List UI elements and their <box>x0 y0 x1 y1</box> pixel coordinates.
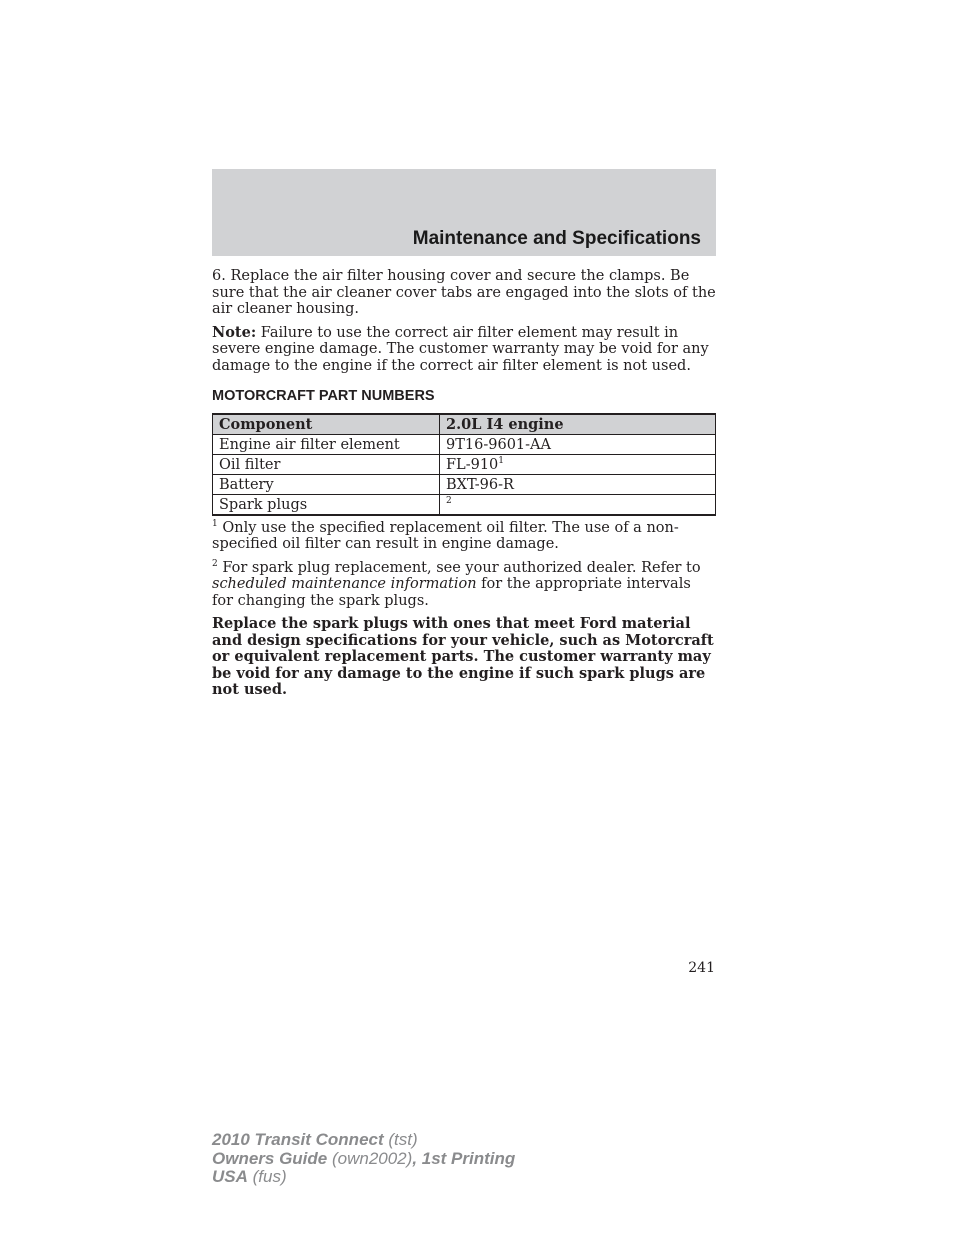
footnote-1: $^1$ Only use the specified replacement oil filter. The use of a non-specified oil filter can result in engine damage. <box>212 518 679 552</box>
footer-line-2: Owners Guide (own2002), 1st Printing <box>212 1148 516 1168</box>
section-header-band <box>212 169 716 256</box>
component-cell: Spark plugs <box>213 494 440 515</box>
note-label: Note: <box>212 323 257 341</box>
footnote-ref: 2 <box>446 495 452 506</box>
page-number: 241 <box>688 960 715 976</box>
table-header-row <box>213 414 716 435</box>
part-number-cell <box>440 494 716 515</box>
column-header-component: Component <box>213 414 440 435</box>
part-numbers-heading: MOTORCRAFT PART NUMBERS <box>212 388 435 404</box>
part-number-cell: 9T16-9601-AA <box>440 434 716 454</box>
part-number-cell: BXT-96-R <box>440 474 716 494</box>
table-row <box>213 474 716 494</box>
section-title: Maintenance and Specifications <box>412 228 701 249</box>
component-cell: Oil filter <box>213 454 440 474</box>
column-header-engine: 2.0L I4 engine <box>440 414 716 435</box>
spark-plug-warning: Replace the spark plugs with ones that meet Ford material and design specifications for your vehicle, such as Motorcraft or equivalent replacement parts. The customer warranty may be void for any damage to the engine if such spark plugs are not used. <box>212 615 714 698</box>
part-numbers-table <box>212 413 716 516</box>
footnote-mark: 2 <box>212 558 218 569</box>
maintenance-reference: scheduled maintenance information <box>212 576 477 592</box>
note-text: Failure to use the correct air filter element may result in severe engine damage. The customer warranty may be void for any damage to the engine if the correct air filter element is not used. <box>212 324 709 374</box>
footnote-mark: 1 <box>212 518 218 529</box>
page-content <box>212 268 716 706</box>
table-row <box>213 454 716 474</box>
component-cell: Engine air filter element <box>213 434 440 454</box>
part-number-cell: $FL-910^1$ <box>440 454 716 474</box>
footer-line-3: USA (fus) <box>212 1167 287 1186</box>
component-cell: Battery <box>213 474 440 494</box>
footer-line-1: 2010 Transit Connect (tst) <box>212 1130 418 1149</box>
table-row <box>213 494 716 515</box>
document-footer <box>212 1131 515 1187</box>
footnote-ref: 1 <box>498 455 504 466</box>
step-6-paragraph: 6. Replace the air filter housing cover and secure the clamps. Be sure that the air cleaner cover tabs are engaged into the slots of the air cleaner housing. <box>212 268 716 317</box>
table-row <box>213 434 716 454</box>
note-paragraph <box>212 325 716 375</box>
footnote-2: $^2$ For spark plug replacement, see your authorized dealer. Refer to scheduled maintenance information for the appropriate intervals for changing the spark plugs. <box>212 558 701 609</box>
